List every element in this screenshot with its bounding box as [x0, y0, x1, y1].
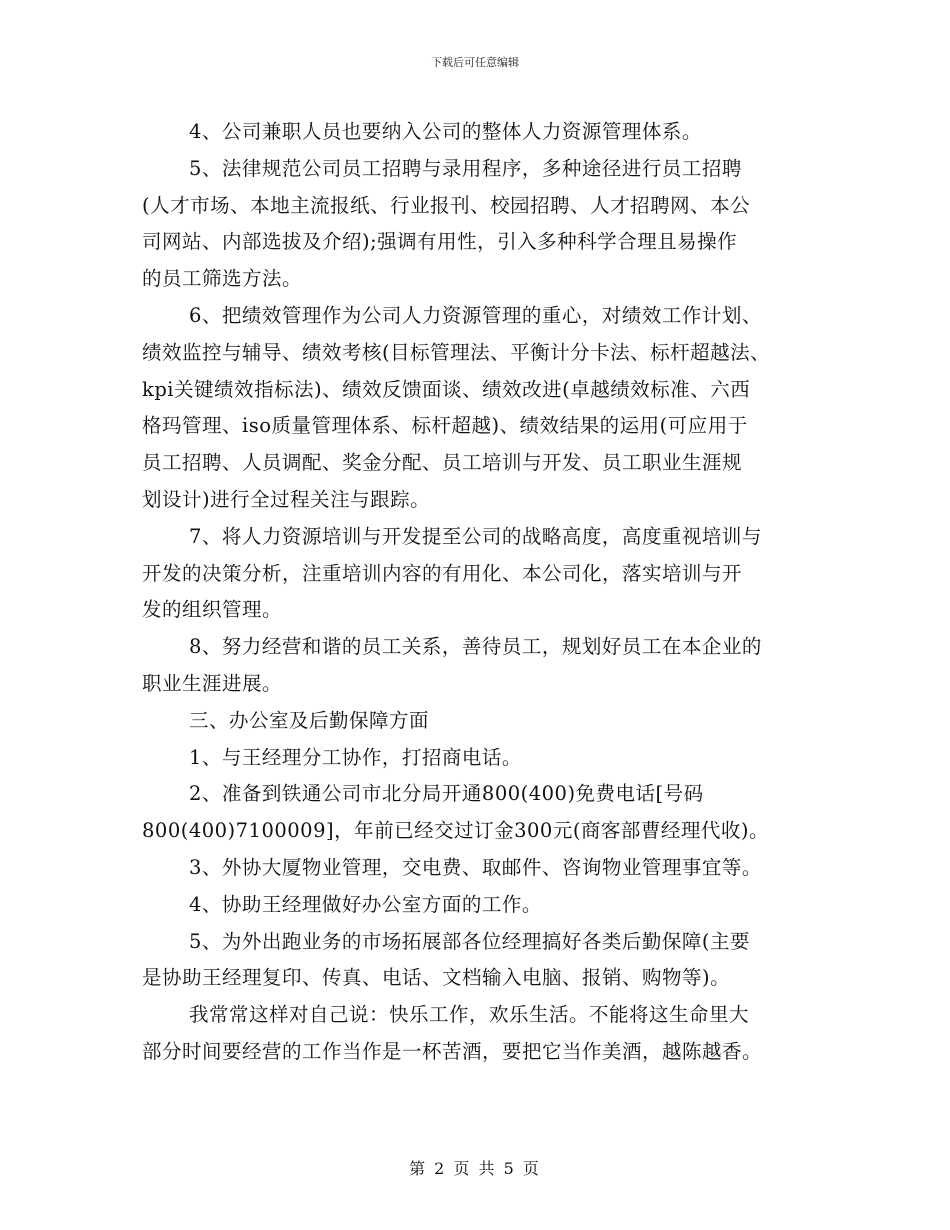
text-line: 开发的决策分析，注重培训内容的有用化、本公司化，落实培训与开 [142, 561, 743, 585]
text-line: 4、协助王经理做好办公室方面的工作。 [189, 892, 542, 916]
section-heading: 三、办公室及后勤保障方面 [189, 708, 430, 732]
text-line: 司网站、内部选拔及介绍);强调有用性，引入多种科学合理且易操作 [142, 230, 738, 254]
page-footer: 第 2 页 共 5 页 [409, 1159, 541, 1178]
text-line: 5、法律规范公司员工招聘与录用程序，多种途径进行员工招聘 [189, 156, 742, 180]
document-body [142, 114, 832, 1071]
text-line: 划设计)进行全过程关注与跟踪。 [142, 487, 431, 511]
text-line: 6、把绩效管理作为公司人力资源管理的重心，对绩效工作计划、 [189, 303, 762, 327]
text-line: 800(400)7100009]，年前已经交过订金300元(商客部曹经理代收)。 [142, 819, 770, 843]
text-line: 1、与王经理分工协作，打招商电话。 [189, 745, 522, 769]
text-line: 2、准备到铁通公司市北分局开通800(400)免费电话[号码 [189, 782, 704, 806]
text-line: 发的组织管理。 [142, 598, 283, 622]
text-line: 员工招聘、人员调配、奖金分配、员工培训与开发、员工职业生涯规 [142, 451, 743, 475]
text-line: 的员工筛选方法。 [142, 267, 303, 291]
page-header: 下载后可任意编辑 [431, 56, 519, 69]
text-line: kpi关键绩效指标法)、绩效反馈面谈、绩效改进(卓越绩效标准、六西 [142, 377, 751, 401]
text-line: 职业生涯进展。 [142, 671, 283, 695]
text-line: 4、公司兼职人员也要纳入公司的整体人力资源管理体系。 [189, 120, 702, 143]
text-line: 是协助王经理复印、传真、电话、文档输入电脑、报销、购物等)。 [142, 966, 731, 990]
text-line: 绩效监控与辅导、绩效考核(目标管理法、平衡计分卡法、标杆超越法、 [142, 340, 771, 364]
text-line: 8、努力经营和谐的员工关系，善待员工，规划好员工在本企业的 [189, 635, 762, 659]
text-line: 3、外协大厦物业管理，交电费、取邮件、咨询物业管理事宜等。 [189, 855, 762, 879]
text-line: 格玛管理、iso质量管理体系、标杆超越)、绩效结果的运用(可应用于 [142, 414, 748, 438]
text-line: (人才市场、本地主流报纸、行业报刊、校园招聘、人才招聘网、本公 [142, 193, 751, 217]
text-line: 我常常这样对自己说：快乐工作，欢乐生活。不能将这生命里大 [189, 1003, 750, 1027]
text-line: 7、将人力资源培训与开发提至公司的战略高度，高度重视培训与 [189, 524, 762, 548]
text-line: 5、为外出跑业务的市场拓展部各位经理搞好各类后勤保障(主要 [189, 929, 751, 953]
text-line: 部分时间要经营的工作当作是一杯苦酒，要把它当作美酒，越陈越香。 [142, 1039, 763, 1063]
